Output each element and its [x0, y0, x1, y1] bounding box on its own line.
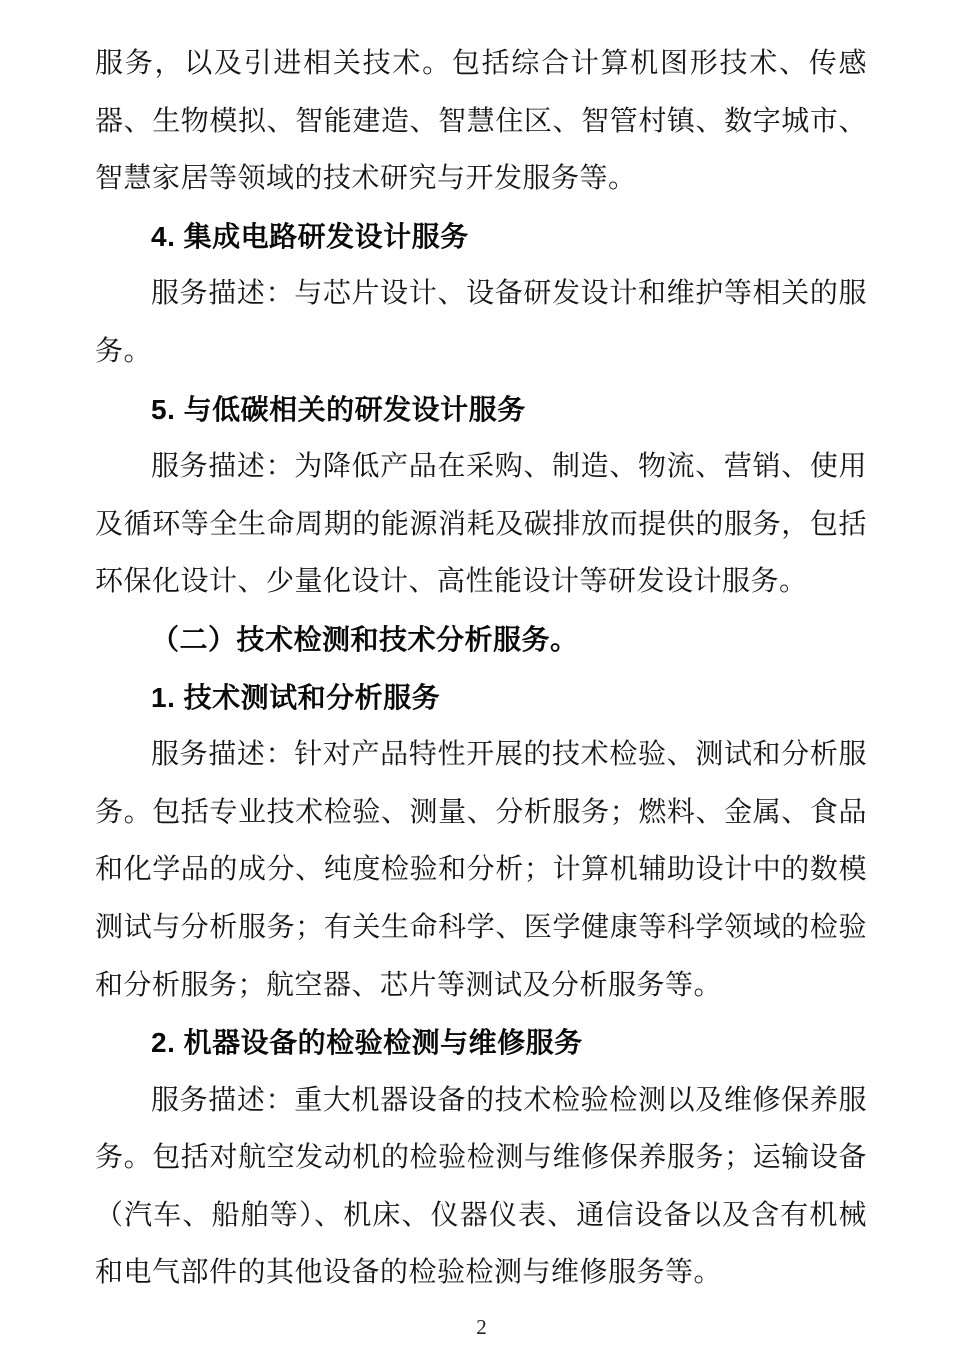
page-number: 2: [476, 1315, 487, 1339]
document-body: [95, 35, 867, 1302]
service-description-paragraph: 服务描述：为降低产品在采购、制造、物流、营销、使用及循环等全生命周期的能源消耗及碳排放而提供的服务，包括环保化设计、少量化设计、高性能设计等研发设计服务。: [95, 451, 867, 598]
section-heading-1: 1. 技术测试和分析服务: [151, 681, 441, 713]
service-description-paragraph: 服务描述：与芯片设计、设备研发设计和维护等相关的服务。: [95, 278, 867, 367]
section-heading-5: 5. 与低碳相关的研发设计服务: [151, 393, 526, 425]
service-description-paragraph: 服务描述：重大机器设备的技术检验检测以及维修保养服务。包括对航空发动机的检验检测与维修保养服务；运输设备（汽车、船舶等）、机床、仪器仪表、通信设备以及含有机械和电气部件的其他设备的检验检测与维修服务等。: [95, 1084, 867, 1289]
section-heading-4: 4. 集成电路研发设计服务: [151, 220, 469, 252]
paragraph-continuation: 服务，以及引进相关技术。包括综合计算机图形技术、传感器、生物模拟、智能建造、智慧住区、智管村镇、数字城市、智慧家居等领域的技术研究与开发服务等。: [95, 48, 867, 195]
service-description-paragraph: 服务描述：针对产品特性开展的技术检验、测试和分析服务。包括专业技术检验、测量、分析服务；燃料、金属、食品和化学品的成分、纯度检验和分析；计算机辅助设计中的数模测试与分析服务；有关生命科学、医学健康等科学领域的检验和分析服务；航空器、芯片等测试及分析服务等。: [95, 739, 867, 1001]
section-heading-2: 2. 机器设备的检验检测与维修服务: [151, 1027, 583, 1059]
subsection-heading-2: （二）技术检测和技术分析服务。: [151, 623, 579, 655]
